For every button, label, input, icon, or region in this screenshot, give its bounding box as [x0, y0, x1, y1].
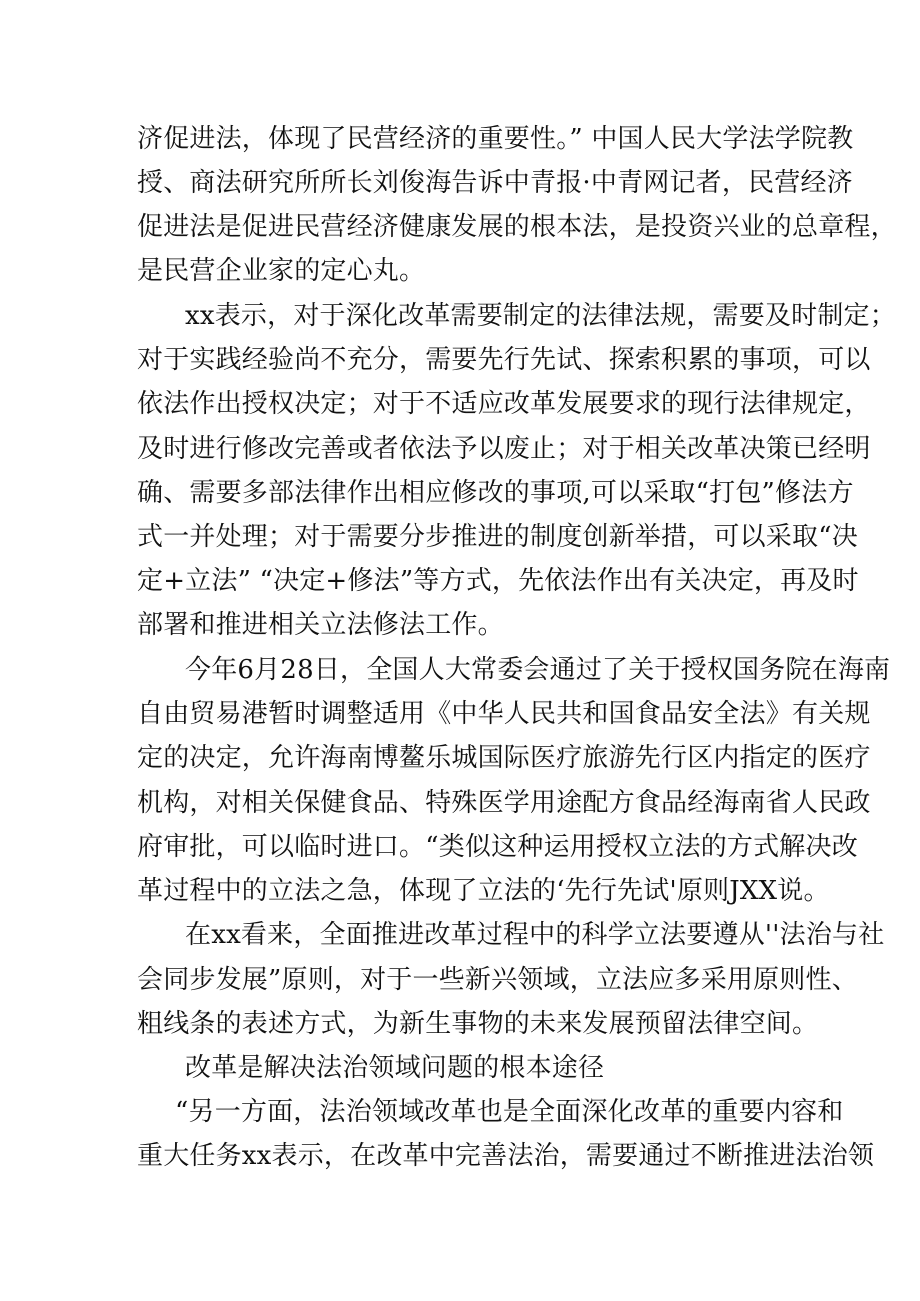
- text-line: 促进法是促进民营经济健康发展的根本法，是投资兴业的总章程，: [137, 212, 897, 242]
- text-line: xx表示，对于深化改革需要制定的法律法规，需要及时制定；: [185, 301, 896, 331]
- text-line: 定+立法” “决定+修法”等方式，先依法作出有关决定，再及时: [137, 566, 859, 596]
- text-line: 对于实践经验尚不充分，需要先行先试、探索积累的事项，可以: [137, 345, 871, 375]
- text-line: 革过程中的立法之急，体现了立法的‘先行先试'原则JXX说。: [137, 876, 830, 906]
- text-line: 重大任务xx表示，在改革中完善法治，需要通过不断推进法治领: [137, 1141, 875, 1171]
- text-line: 机构，对相关保健食品、特殊医学用途配方食品经海南省人民政: [137, 788, 871, 818]
- text-line: 定的决定，允许海南博鳌乐城国际医疗旅游先行区内指定的医疗: [137, 743, 871, 773]
- text-line: 在xx看来，全面推进改革过程中的科学立法要遵从''法治与社: [185, 920, 885, 950]
- text-line: 确、需要多部法律作出相应修改的事项,可以采取“打包”修法方: [137, 478, 854, 508]
- text-line: 府审批，可以临时进口。“类似这种运用授权立法的方式解决改: [137, 832, 858, 862]
- text-line: 授、商法研究所所长刘俊海告诉中青报·中青网记者，民营经济: [137, 168, 853, 198]
- text-line: 粗线条的表述方式，为新生事物的未来发展预留法律空间。: [137, 1009, 819, 1039]
- section-heading: 改革是解决法治领域问题的根本途径: [185, 1053, 605, 1083]
- text-line: 自由贸易港暂时调整适用《中华人民共和国食品安全法》有关规: [137, 699, 871, 729]
- text-line: 济促进法，体现了民营经济的重要性。” 中国人民大学法学院教: [137, 124, 854, 154]
- text-line: 部署和推进相关立法修法工作。: [137, 610, 504, 640]
- text-line: 依法作出授权决定；对于不适应改革发展要求的现行法律规定，: [137, 389, 871, 419]
- text-line: 式一并处理；对于需要分步推进的制度创新举措，可以采取“决: [137, 522, 858, 552]
- text-line: 今年6月28日，全国人大常委会通过了关于授权国务院在海南: [185, 655, 891, 685]
- text-line: “另一方面，法治领域改革也是全面深化改革的重要内容和: [175, 1097, 844, 1127]
- text-line: 及时进行修改完善或者依法予以废止；对于相关改革决策已经明: [137, 434, 871, 464]
- text-line: 是民营企业家的定心丸。: [137, 256, 426, 286]
- text-line: 会同步发展”原则，对于一些新兴领域，立法应多采用原则性、: [137, 965, 858, 995]
